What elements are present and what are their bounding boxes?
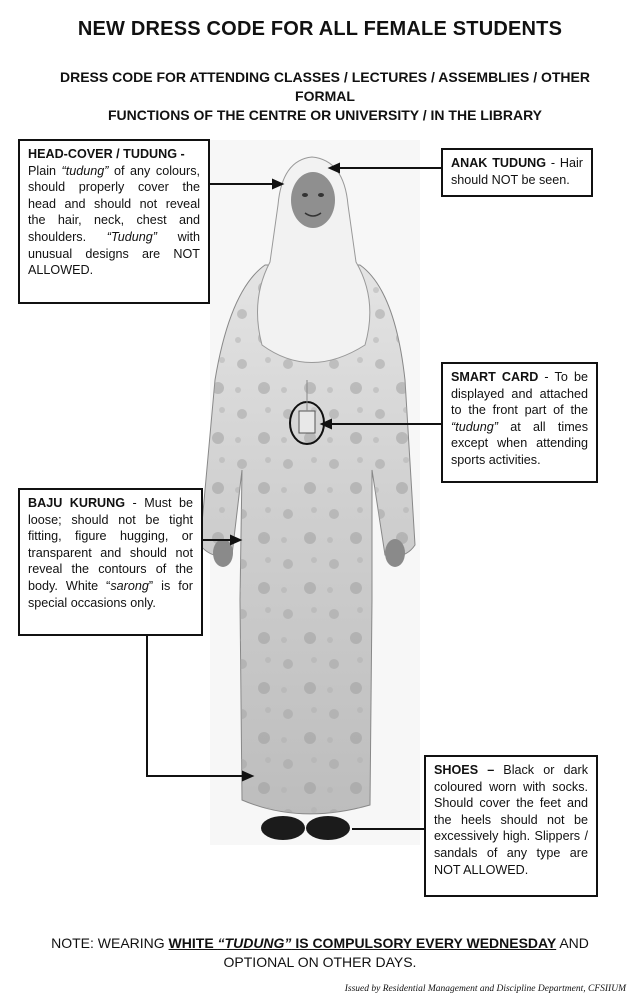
anak-tudung-text: - Hair should NOT be seen. — [451, 156, 583, 187]
head-cover-tudung-term: “tudung” — [61, 163, 109, 178]
head-cover-heading: HEAD-COVER / TUDUNG - — [28, 147, 185, 161]
shoes-heading: SHOES – — [434, 763, 495, 777]
smart-card-text-2: at all times except when attending sports activities. — [451, 419, 588, 467]
face — [291, 172, 335, 228]
note-line-2: OPTIONAL ON OTHER DAYS. — [223, 954, 417, 970]
smart-card-box — [441, 362, 598, 483]
subtitle-line-1: DRESS CODE FOR ATTENDING CLASSES / LECTURES / ASSEMBLIES / OTHER FORMAL — [60, 69, 590, 104]
note — [30, 934, 610, 972]
head-cover-tudung-term-2: “Tudung” — [106, 229, 157, 244]
baju-kurung-box — [18, 488, 203, 636]
shoe-left — [261, 816, 305, 840]
head-cover-text: Plain — [28, 163, 62, 178]
smart-card-tudung-term: “tudung” — [451, 419, 498, 434]
subtitle-line-2: FUNCTIONS OF THE CENTRE OR UNIVERSITY / IN THE LIBRARY — [107, 107, 543, 123]
baju-kurung-text-2: ” is for special occasions only. — [28, 578, 193, 610]
shoes-box — [424, 755, 598, 897]
anak-tudung-heading: ANAK TUDUNG — [451, 156, 547, 170]
smart-card-text: - To be displayed and attached to the front part of the — [451, 370, 588, 418]
anak-tudung-box — [441, 148, 593, 197]
smart-card — [299, 411, 315, 433]
head-cover-text-2: of any colours, should properly cover the head and should not reveal the hair, neck, chest and shoulders. — [28, 163, 200, 244]
issued-by: Issued by Residential Management and Discipline Department, CFSIIUM — [344, 984, 626, 994]
page-title: NEW DRESS CODE FOR ALL FEMALE STUDENTS — [77, 18, 563, 40]
note-line-1: NOTE: WEARING WHITE “TUDUNG” IS COMPULSORY EVERY WEDNESDAY AND — [51, 935, 589, 951]
shoes-text: Black or dark coloured worn with socks. Should cover the feet and the heels should not be excessively high. Slippers / sandals of any type are NOT ALLOWED. — [434, 763, 588, 877]
head-cover-box — [18, 139, 210, 304]
baju-kurung-text: - Must be loose; should not be tight fitting, figure hugging, or transparent and should not reveal the contours of the body. White “ — [28, 496, 193, 593]
head-cover-text-3: with unusual designs are NOT ALLOWED. — [28, 229, 200, 278]
smart-card-heading: SMART CARD — [451, 370, 539, 384]
baju-kurung-sarong-term: sarong — [110, 578, 149, 593]
shoe-right — [306, 816, 350, 840]
baju-kurung-heading: BAJU KURUNG — [28, 496, 126, 510]
